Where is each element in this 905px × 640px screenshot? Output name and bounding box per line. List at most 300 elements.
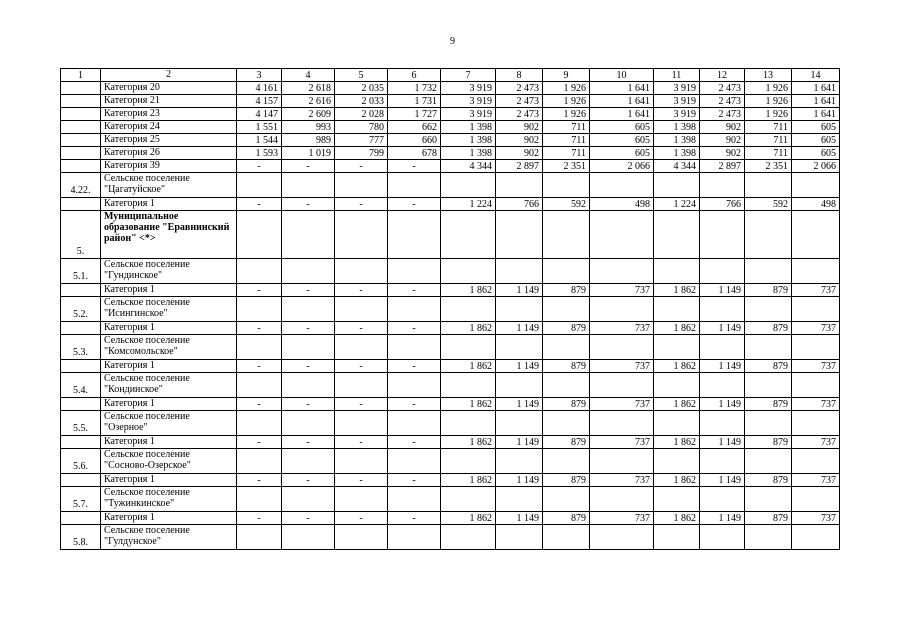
empty-cell [654, 211, 700, 259]
value-cell: 902 [700, 147, 745, 160]
value-cell: 780 [335, 121, 388, 134]
empty-cell [792, 487, 840, 512]
category-name-cell: Категория 1 [101, 322, 237, 335]
value-cell: 1 862 [654, 322, 700, 335]
value-cell: 1 224 [654, 198, 700, 211]
empty-cell [590, 525, 654, 550]
value-cell: 1 398 [654, 134, 700, 147]
value-cell: - [335, 436, 388, 449]
row-number-cell [61, 95, 101, 108]
value-cell: 879 [543, 398, 590, 411]
value-cell: 1 593 [237, 147, 282, 160]
value-cell: 1 862 [654, 436, 700, 449]
row-number-cell [61, 134, 101, 147]
empty-cell [496, 411, 543, 436]
empty-cell [496, 335, 543, 360]
value-cell: 592 [543, 198, 590, 211]
row-number-cell [61, 121, 101, 134]
value-cell: 1 149 [700, 284, 745, 297]
empty-cell [496, 525, 543, 550]
header-cell: 6 [388, 69, 441, 82]
empty-cell [237, 373, 282, 398]
value-cell: 1 149 [700, 474, 745, 487]
value-cell: 879 [745, 284, 792, 297]
value-cell: 737 [590, 512, 654, 525]
empty-cell [388, 487, 441, 512]
value-cell: 1 862 [441, 284, 496, 297]
value-cell: 2 473 [496, 82, 543, 95]
value-cell: 879 [745, 360, 792, 373]
value-cell: 1 926 [745, 95, 792, 108]
empty-cell [282, 487, 335, 512]
value-cell: - [282, 198, 335, 211]
value-cell: 902 [700, 121, 745, 134]
empty-cell [441, 259, 496, 284]
value-cell: 879 [745, 322, 792, 335]
empty-cell [496, 211, 543, 259]
value-cell: - [282, 322, 335, 335]
category-name-cell: Категория 1 [101, 284, 237, 297]
empty-cell [590, 173, 654, 198]
value-cell: 4 344 [441, 160, 496, 173]
value-cell: 1 862 [441, 322, 496, 335]
section-number-cell: 5.1. [61, 259, 101, 284]
value-cell: 1 019 [282, 147, 335, 160]
header-cell: 10 [590, 69, 654, 82]
value-cell: - [282, 360, 335, 373]
value-cell: 2 618 [282, 82, 335, 95]
empty-cell [543, 259, 590, 284]
empty-cell [335, 525, 388, 550]
empty-cell [496, 173, 543, 198]
value-cell: - [237, 398, 282, 411]
municipality-row [61, 211, 840, 259]
value-cell: - [282, 160, 335, 173]
value-cell: 737 [792, 474, 840, 487]
category-name-cell: Категория 24 [101, 121, 237, 134]
empty-cell [745, 411, 792, 436]
section-name-cell: Сельское поселение "Гундинское" [101, 259, 237, 284]
value-cell: 737 [792, 436, 840, 449]
value-cell: 2 473 [496, 95, 543, 108]
header-cell: 14 [792, 69, 840, 82]
header-cell: 12 [700, 69, 745, 82]
empty-cell [745, 525, 792, 550]
value-cell: - [237, 322, 282, 335]
value-cell: 737 [792, 284, 840, 297]
empty-cell [654, 297, 700, 322]
value-cell: - [335, 360, 388, 373]
empty-cell [792, 411, 840, 436]
header-cell: 11 [654, 69, 700, 82]
empty-cell [496, 487, 543, 512]
value-cell: 4 161 [237, 82, 282, 95]
header-row [61, 69, 840, 82]
value-cell: 1 149 [700, 512, 745, 525]
value-cell: 1 926 [543, 108, 590, 121]
value-cell: 879 [745, 512, 792, 525]
empty-cell [700, 449, 745, 474]
empty-cell [282, 373, 335, 398]
empty-cell [282, 525, 335, 550]
row-number-cell [61, 160, 101, 173]
empty-cell [654, 449, 700, 474]
empty-cell [335, 487, 388, 512]
value-cell: 1 862 [441, 360, 496, 373]
settlement-row [61, 335, 840, 360]
section-number-cell: 5.7. [61, 487, 101, 512]
empty-cell [388, 259, 441, 284]
value-cell: 2 351 [543, 160, 590, 173]
value-cell: 1 149 [700, 360, 745, 373]
empty-cell [792, 297, 840, 322]
value-cell: 1 641 [590, 108, 654, 121]
header-cell: 1 [61, 69, 101, 82]
empty-cell [237, 173, 282, 198]
section-number-cell: 5.8. [61, 525, 101, 550]
empty-cell [237, 259, 282, 284]
empty-cell [282, 335, 335, 360]
empty-cell [441, 173, 496, 198]
value-cell: 3 919 [654, 82, 700, 95]
empty-cell [792, 449, 840, 474]
value-cell: 2 473 [496, 108, 543, 121]
value-cell: 4 147 [237, 108, 282, 121]
value-cell: 678 [388, 147, 441, 160]
row-number-cell [61, 512, 101, 525]
table-row [61, 512, 840, 525]
value-cell: - [335, 474, 388, 487]
page-number: 9 [450, 36, 455, 47]
value-cell: 879 [745, 474, 792, 487]
value-cell: 902 [496, 134, 543, 147]
value-cell: 1 149 [496, 474, 543, 487]
empty-cell [745, 173, 792, 198]
header-cell: 13 [745, 69, 792, 82]
category-name-cell: Категория 23 [101, 108, 237, 121]
empty-cell [700, 259, 745, 284]
section-name-cell: Сельское поселение "Цагатуйское" [101, 173, 237, 198]
empty-cell [590, 449, 654, 474]
value-cell: 2 035 [335, 82, 388, 95]
settlement-row [61, 487, 840, 512]
header-cell: 3 [237, 69, 282, 82]
value-cell: 2 473 [700, 108, 745, 121]
header-cell: 7 [441, 69, 496, 82]
value-cell: 2 033 [335, 95, 388, 108]
empty-cell [237, 297, 282, 322]
empty-cell [388, 211, 441, 259]
empty-cell [388, 173, 441, 198]
value-cell: 902 [700, 134, 745, 147]
value-cell: 777 [335, 134, 388, 147]
value-cell: 2 897 [496, 160, 543, 173]
empty-cell [745, 297, 792, 322]
value-cell: 737 [590, 398, 654, 411]
row-number-cell [61, 284, 101, 297]
value-cell: 737 [590, 436, 654, 449]
value-cell: 660 [388, 134, 441, 147]
value-cell: 2 609 [282, 108, 335, 121]
value-cell: 1 149 [496, 512, 543, 525]
settlement-row [61, 373, 840, 398]
section-name-cell: Сельское поселение "Тужинкинское" [101, 487, 237, 512]
value-cell: 902 [496, 121, 543, 134]
empty-cell [654, 525, 700, 550]
row-number-cell [61, 474, 101, 487]
empty-cell [792, 373, 840, 398]
value-cell: 1 862 [654, 512, 700, 525]
empty-cell [441, 411, 496, 436]
empty-cell [590, 211, 654, 259]
value-cell: - [388, 198, 441, 211]
section-number-cell: 4.22. [61, 173, 101, 198]
settlement-row [61, 173, 840, 198]
value-cell: - [388, 474, 441, 487]
empty-cell [335, 335, 388, 360]
value-cell: 1 727 [388, 108, 441, 121]
value-cell: 1 149 [496, 398, 543, 411]
value-cell: 737 [590, 474, 654, 487]
value-cell: 1 641 [792, 95, 840, 108]
value-cell: - [282, 284, 335, 297]
value-cell: 1 224 [441, 198, 496, 211]
empty-cell [590, 487, 654, 512]
empty-cell [237, 335, 282, 360]
empty-cell [543, 211, 590, 259]
section-name-cell: Сельское поселение "Кондинское" [101, 373, 237, 398]
value-cell: 1 926 [543, 95, 590, 108]
value-cell: 1 641 [792, 108, 840, 121]
empty-cell [654, 259, 700, 284]
value-cell: - [335, 284, 388, 297]
empty-cell [590, 259, 654, 284]
value-cell: - [335, 322, 388, 335]
settlement-row [61, 411, 840, 436]
empty-cell [282, 297, 335, 322]
empty-cell [654, 411, 700, 436]
row-number-cell [61, 322, 101, 335]
row-number-cell [61, 198, 101, 211]
value-cell: 766 [496, 198, 543, 211]
table-row [61, 108, 840, 121]
category-name-cell: Категория 39 [101, 160, 237, 173]
empty-cell [388, 335, 441, 360]
value-cell: - [388, 322, 441, 335]
section-number-cell: 5.2. [61, 297, 101, 322]
value-cell: 879 [543, 474, 590, 487]
category-name-cell: Категория 1 [101, 198, 237, 211]
empty-cell [441, 449, 496, 474]
empty-cell [654, 487, 700, 512]
value-cell: - [335, 160, 388, 173]
empty-cell [543, 173, 590, 198]
empty-cell [237, 411, 282, 436]
empty-cell [745, 335, 792, 360]
value-cell: 879 [543, 360, 590, 373]
empty-cell [745, 449, 792, 474]
value-cell: 1 398 [654, 147, 700, 160]
empty-cell [388, 373, 441, 398]
value-cell: - [388, 512, 441, 525]
row-number-cell [61, 108, 101, 121]
category-name-cell: Категория 1 [101, 474, 237, 487]
category-name-cell: Категория 1 [101, 512, 237, 525]
value-cell: 711 [745, 121, 792, 134]
value-cell: 1 862 [441, 474, 496, 487]
value-cell: - [237, 512, 282, 525]
value-cell: 1 149 [700, 398, 745, 411]
empty-cell [745, 259, 792, 284]
value-cell: 2 066 [590, 160, 654, 173]
empty-cell [792, 525, 840, 550]
value-cell: 2 473 [700, 82, 745, 95]
value-cell: 1 862 [654, 284, 700, 297]
value-cell: 3 919 [441, 95, 496, 108]
empty-cell [792, 173, 840, 198]
value-cell: 1 149 [496, 284, 543, 297]
empty-cell [792, 335, 840, 360]
value-cell: 605 [792, 121, 840, 134]
value-cell: - [335, 512, 388, 525]
value-cell: 1 149 [496, 436, 543, 449]
empty-cell [543, 487, 590, 512]
settlement-row [61, 259, 840, 284]
value-cell: 879 [543, 512, 590, 525]
empty-cell [441, 335, 496, 360]
value-cell: 1 641 [590, 82, 654, 95]
empty-cell [745, 211, 792, 259]
table-row [61, 322, 840, 335]
category-name-cell: Категория 1 [101, 398, 237, 411]
value-cell: 3 919 [654, 108, 700, 121]
value-cell: 662 [388, 121, 441, 134]
empty-cell [590, 373, 654, 398]
category-name-cell: Категория 1 [101, 360, 237, 373]
category-name-cell: Категория 21 [101, 95, 237, 108]
row-number-cell [61, 82, 101, 95]
value-cell: 879 [745, 436, 792, 449]
value-cell: 2 028 [335, 108, 388, 121]
empty-cell [590, 297, 654, 322]
empty-cell [237, 525, 282, 550]
empty-cell [335, 373, 388, 398]
empty-cell [792, 211, 840, 259]
value-cell: 737 [590, 360, 654, 373]
value-cell: 2 897 [700, 160, 745, 173]
value-cell: - [237, 160, 282, 173]
value-cell: - [282, 474, 335, 487]
empty-cell [543, 335, 590, 360]
value-cell: 1 731 [388, 95, 441, 108]
value-cell: 1 862 [441, 512, 496, 525]
row-number-cell [61, 398, 101, 411]
value-cell: 1 149 [496, 360, 543, 373]
empty-cell [388, 411, 441, 436]
empty-cell [335, 259, 388, 284]
category-name-cell: Категория 1 [101, 436, 237, 449]
value-cell: 592 [745, 198, 792, 211]
empty-cell [441, 297, 496, 322]
value-cell: 605 [792, 147, 840, 160]
empty-cell [590, 411, 654, 436]
empty-cell [441, 525, 496, 550]
empty-cell [335, 297, 388, 322]
table-row [61, 398, 840, 411]
section-name-cell: Сельское поселение "Гулдунское" [101, 525, 237, 550]
section-name-cell: Муниципальное образование "Еравнинский район" <*> [101, 211, 237, 259]
settlement-row [61, 525, 840, 550]
value-cell: - [388, 284, 441, 297]
value-cell: 2 066 [792, 160, 840, 173]
section-number-cell: 5.3. [61, 335, 101, 360]
empty-cell [335, 411, 388, 436]
section-number-cell: 5.5. [61, 411, 101, 436]
value-cell: - [237, 474, 282, 487]
section-number-cell: 5.4. [61, 373, 101, 398]
empty-cell [237, 211, 282, 259]
empty-cell [496, 297, 543, 322]
value-cell: - [282, 436, 335, 449]
table-row [61, 160, 840, 173]
value-cell: 1 926 [543, 82, 590, 95]
value-cell: 711 [543, 121, 590, 134]
empty-cell [388, 525, 441, 550]
empty-cell [700, 173, 745, 198]
value-cell: - [335, 398, 388, 411]
value-cell: 1 149 [700, 322, 745, 335]
value-cell: 1 398 [441, 134, 496, 147]
value-cell: 605 [590, 121, 654, 134]
section-name-cell: Сельское поселение "Озерное" [101, 411, 237, 436]
value-cell: 1 926 [745, 108, 792, 121]
empty-cell [237, 487, 282, 512]
value-cell: 737 [792, 360, 840, 373]
value-cell: - [388, 436, 441, 449]
table-row [61, 134, 840, 147]
table-row [61, 284, 840, 297]
empty-cell [700, 335, 745, 360]
section-number-cell: 5. [61, 211, 101, 259]
value-cell: 1 149 [496, 322, 543, 335]
table-row [61, 198, 840, 211]
empty-cell [543, 297, 590, 322]
empty-cell [654, 173, 700, 198]
value-cell: 1 398 [441, 147, 496, 160]
table-row [61, 147, 840, 160]
value-cell: 879 [745, 398, 792, 411]
empty-cell [700, 373, 745, 398]
value-cell: 1 551 [237, 121, 282, 134]
value-cell: 737 [792, 322, 840, 335]
value-cell: 1 544 [237, 134, 282, 147]
empty-cell [237, 449, 282, 474]
value-cell: 4 344 [654, 160, 700, 173]
header-cell: 4 [282, 69, 335, 82]
value-cell: 3 919 [441, 82, 496, 95]
empty-cell [700, 211, 745, 259]
table-row [61, 360, 840, 373]
empty-cell [654, 373, 700, 398]
value-cell: 1 149 [700, 436, 745, 449]
empty-cell [282, 449, 335, 474]
value-cell: - [237, 360, 282, 373]
empty-cell [335, 211, 388, 259]
empty-cell [543, 525, 590, 550]
empty-cell [496, 259, 543, 284]
value-cell: 1 862 [654, 474, 700, 487]
empty-cell [700, 411, 745, 436]
